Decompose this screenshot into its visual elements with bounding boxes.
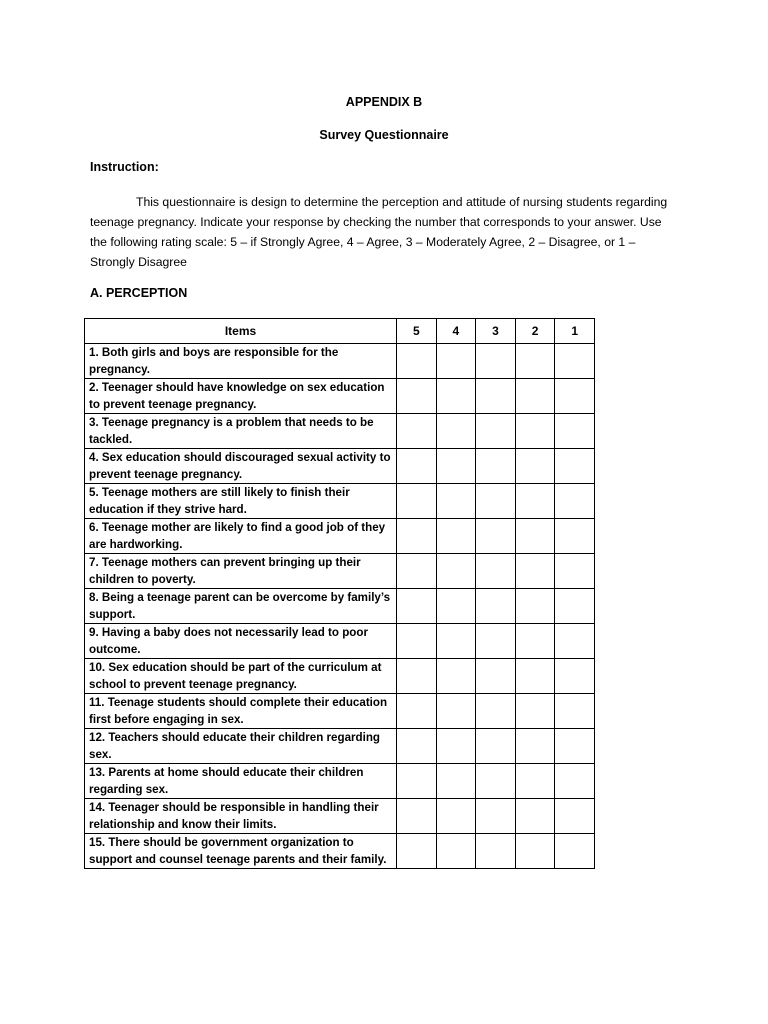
rating-checkbox-1[interactable] <box>555 379 595 414</box>
rating-checkbox-5[interactable] <box>397 519 437 554</box>
rating-checkbox-3[interactable] <box>476 519 516 554</box>
rating-checkbox-2[interactable] <box>515 554 555 589</box>
rating-checkbox-3[interactable] <box>476 414 516 449</box>
rating-checkbox-4[interactable] <box>436 589 476 624</box>
rating-checkbox-4[interactable] <box>436 624 476 659</box>
survey-item-text: 13. Parents at home should educate their children regarding sex. <box>85 764 397 799</box>
rating-checkbox-5[interactable] <box>397 624 437 659</box>
rating-checkbox-4[interactable] <box>436 519 476 554</box>
rating-checkbox-3[interactable] <box>476 694 516 729</box>
rating-checkbox-5[interactable] <box>397 484 437 519</box>
survey-item-text: 10. Sex education should be part of the curriculum at school to prevent teenage pregnancy. <box>85 659 397 694</box>
column-header-items: Items <box>85 319 397 344</box>
rating-checkbox-2[interactable] <box>515 659 555 694</box>
table-row <box>85 694 595 729</box>
survey-item-text: 9. Having a baby does not necessarily lead to poor outcome. <box>85 624 397 659</box>
rating-checkbox-3[interactable] <box>476 659 516 694</box>
survey-item-text: 4. Sex education should discouraged sexual activity to prevent teenage pregnancy. <box>85 449 397 484</box>
rating-checkbox-5[interactable] <box>397 834 437 869</box>
rating-checkbox-2[interactable] <box>515 449 555 484</box>
rating-checkbox-4[interactable] <box>436 379 476 414</box>
rating-checkbox-3[interactable] <box>476 729 516 764</box>
column-header-5: 5 <box>397 319 437 344</box>
rating-checkbox-1[interactable] <box>555 589 595 624</box>
rating-checkbox-1[interactable] <box>555 624 595 659</box>
rating-checkbox-2[interactable] <box>515 624 555 659</box>
rating-checkbox-1[interactable] <box>555 344 595 379</box>
rating-checkbox-3[interactable] <box>476 449 516 484</box>
rating-checkbox-5[interactable] <box>397 554 437 589</box>
instruction-text: This questionnaire is design to determine the perception and attitude of nursing students regarding teenage pregnancy. Indicate your response by checking the number that corresponds to your answer. Use the following rating scale: 5 – if Strongly Agree, 4 – Agree, 3 – Moderately Agree, 2 – Disagree, or 1 – Strongly Disagree <box>90 195 668 269</box>
table-row <box>85 554 595 589</box>
table-row <box>85 589 595 624</box>
rating-checkbox-2[interactable] <box>515 834 555 869</box>
rating-checkbox-3[interactable] <box>476 554 516 589</box>
rating-checkbox-4[interactable] <box>436 834 476 869</box>
survey-table-body <box>85 344 595 869</box>
column-header-4: 4 <box>436 319 476 344</box>
rating-checkbox-3[interactable] <box>476 764 516 799</box>
survey-item-text: 12. Teachers should educate their children regarding sex. <box>85 729 397 764</box>
rating-checkbox-2[interactable] <box>515 519 555 554</box>
rating-checkbox-5[interactable] <box>397 589 437 624</box>
rating-checkbox-1[interactable] <box>555 484 595 519</box>
survey-item-text: 6. Teenage mother are likely to find a good job of they are hardworking. <box>85 519 397 554</box>
survey-item-text: 8. Being a teenage parent can be overcome by family’s support. <box>85 589 397 624</box>
table-row <box>85 484 595 519</box>
rating-checkbox-2[interactable] <box>515 694 555 729</box>
rating-checkbox-4[interactable] <box>436 764 476 799</box>
table-row <box>85 519 595 554</box>
rating-checkbox-1[interactable] <box>555 834 595 869</box>
rating-checkbox-2[interactable] <box>515 414 555 449</box>
table-row <box>85 729 595 764</box>
rating-checkbox-2[interactable] <box>515 799 555 834</box>
table-row <box>85 344 595 379</box>
column-header-3: 3 <box>476 319 516 344</box>
survey-item-text: 14. Teenager should be responsible in handling their relationship and know their limits. <box>85 799 397 834</box>
rating-checkbox-5[interactable] <box>397 799 437 834</box>
table-row <box>85 414 595 449</box>
rating-checkbox-1[interactable] <box>555 414 595 449</box>
rating-checkbox-3[interactable] <box>476 484 516 519</box>
rating-checkbox-5[interactable] <box>397 729 437 764</box>
rating-checkbox-2[interactable] <box>515 344 555 379</box>
survey-item-text: 11. Teenage students should complete their education first before engaging in sex. <box>85 694 397 729</box>
rating-checkbox-4[interactable] <box>436 659 476 694</box>
rating-checkbox-3[interactable] <box>476 624 516 659</box>
appendix-label: APPENDIX B <box>345 95 423 109</box>
column-header-2: 2 <box>515 319 555 344</box>
rating-checkbox-4[interactable] <box>436 554 476 589</box>
rating-checkbox-1[interactable] <box>555 659 595 694</box>
rating-checkbox-3[interactable] <box>476 589 516 624</box>
rating-checkbox-4[interactable] <box>436 484 476 519</box>
table-row <box>85 449 595 484</box>
rating-checkbox-1[interactable] <box>555 694 595 729</box>
rating-checkbox-1[interactable] <box>555 764 595 799</box>
page-title: Survey Questionnaire <box>319 128 449 142</box>
rating-checkbox-2[interactable] <box>515 764 555 799</box>
rating-checkbox-3[interactable] <box>476 379 516 414</box>
table-row <box>85 834 595 869</box>
rating-checkbox-4[interactable] <box>436 414 476 449</box>
rating-checkbox-3[interactable] <box>476 834 516 869</box>
rating-checkbox-2[interactable] <box>515 484 555 519</box>
rating-checkbox-4[interactable] <box>436 344 476 379</box>
survey-item-text: 1. Both girls and boys are responsible for the pregnancy. <box>85 344 397 379</box>
table-row <box>85 659 595 694</box>
instruction-heading: Instruction: <box>90 160 159 174</box>
rating-checkbox-1[interactable] <box>555 799 595 834</box>
section-heading: A. PERCEPTION <box>90 286 188 300</box>
table-row <box>85 624 595 659</box>
rating-checkbox-1[interactable] <box>555 449 595 484</box>
table-row <box>85 799 595 834</box>
rating-checkbox-2[interactable] <box>515 379 555 414</box>
survey-item-text: 5. Teenage mothers are still likely to finish their education if they strive hard. <box>85 484 397 519</box>
rating-checkbox-5[interactable] <box>397 344 437 379</box>
survey-table <box>84 318 595 869</box>
survey-item-text: 7. Teenage mothers can prevent bringing up their children to poverty. <box>85 554 397 589</box>
rating-checkbox-5[interactable] <box>397 764 437 799</box>
rating-checkbox-5[interactable] <box>397 659 437 694</box>
rating-checkbox-4[interactable] <box>436 694 476 729</box>
rating-checkbox-1[interactable] <box>555 519 595 554</box>
rating-checkbox-3[interactable] <box>476 344 516 379</box>
rating-checkbox-2[interactable] <box>515 729 555 764</box>
rating-checkbox-5[interactable] <box>397 694 437 729</box>
rating-checkbox-5[interactable] <box>397 449 437 484</box>
rating-checkbox-4[interactable] <box>436 729 476 764</box>
rating-checkbox-1[interactable] <box>555 554 595 589</box>
table-row <box>85 379 595 414</box>
table-header-row <box>85 319 595 344</box>
rating-checkbox-1[interactable] <box>555 729 595 764</box>
survey-item-text: 3. Teenage pregnancy is a problem that needs to be tackled. <box>85 414 397 449</box>
survey-item-text: 15. There should be government organization to support and counsel teenage parents and their family. <box>85 834 397 869</box>
rating-checkbox-4[interactable] <box>436 449 476 484</box>
column-header-1: 1 <box>555 319 595 344</box>
rating-checkbox-4[interactable] <box>436 799 476 834</box>
rating-checkbox-3[interactable] <box>476 799 516 834</box>
rating-checkbox-5[interactable] <box>397 414 437 449</box>
table-row <box>85 764 595 799</box>
survey-item-text: 2. Teenager should have knowledge on sex education to prevent teenage pregnancy. <box>85 379 397 414</box>
rating-checkbox-2[interactable] <box>515 589 555 624</box>
rating-checkbox-5[interactable] <box>397 379 437 414</box>
